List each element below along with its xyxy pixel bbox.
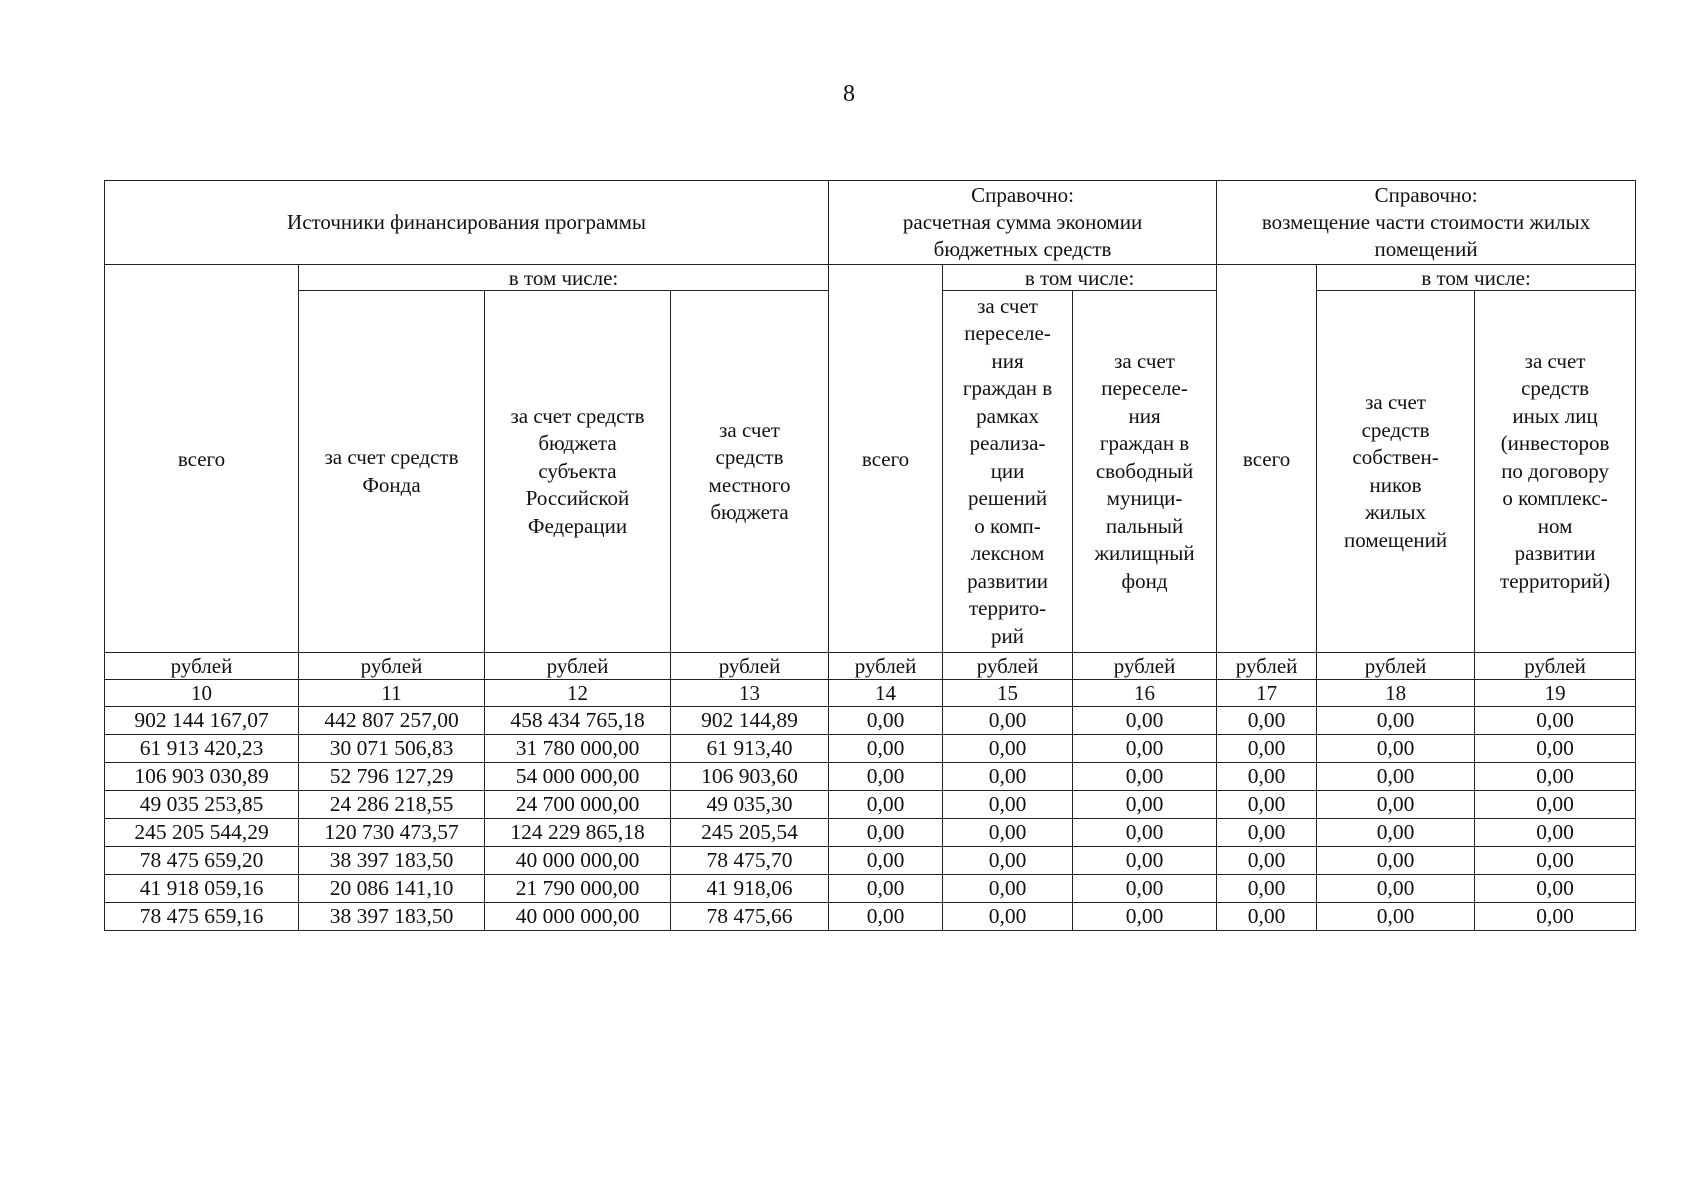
table-cell: 0,00 (1317, 875, 1475, 903)
unit-cell: рублей (485, 653, 671, 680)
table-cell: 49 035 253,85 (105, 791, 299, 819)
table-cell: 0,00 (1073, 791, 1217, 819)
table-cell: 0,00 (1475, 903, 1636, 931)
col-header-19: за счет средств иных лиц (инвесторов по договору о комплекс- ном развитии территорий) (1475, 291, 1636, 653)
unit-cell: рублей (943, 653, 1073, 680)
table-cell: 0,00 (943, 707, 1073, 735)
unit-cell: рублей (1073, 653, 1217, 680)
table-cell: 0,00 (829, 903, 943, 931)
table-cell: 20 086 141,10 (299, 875, 485, 903)
table-cell: 21 790 000,00 (485, 875, 671, 903)
table-cell: 0,00 (1217, 763, 1317, 791)
table-cell: 78 475 659,20 (105, 847, 299, 875)
col-header-12: за счет средств бюджета субъекта Российской Федерации (485, 291, 671, 653)
table-cell: 24 286 218,55 (299, 791, 485, 819)
table-cell: 0,00 (1217, 819, 1317, 847)
financing-table (104, 180, 1636, 931)
table-cell: 902 144,89 (671, 707, 829, 735)
table-cell: 40 000 000,00 (485, 903, 671, 931)
table-cell: 245 205,54 (671, 819, 829, 847)
table-cell: 0,00 (943, 847, 1073, 875)
table-cell: 124 229 865,18 (485, 819, 671, 847)
table-cell: 78 475 659,16 (105, 903, 299, 931)
table-cell: 0,00 (1475, 791, 1636, 819)
table-cell: 41 918 059,16 (105, 875, 299, 903)
table-cell: 0,00 (829, 875, 943, 903)
table-cell: 0,00 (1475, 763, 1636, 791)
table-cell: 0,00 (1317, 735, 1475, 763)
table-cell: 0,00 (1475, 735, 1636, 763)
table-row (105, 903, 1636, 931)
table-cell: 0,00 (1217, 903, 1317, 931)
table-cell: 0,00 (1073, 875, 1217, 903)
col-header-11: за счет средств Фонда (299, 291, 485, 653)
page-number: 8 (843, 81, 855, 107)
table-cell: 106 903 030,89 (105, 763, 299, 791)
table-cell: 0,00 (829, 791, 943, 819)
table-cell: 0,00 (1217, 707, 1317, 735)
table-cell: 0,00 (943, 735, 1073, 763)
table-cell: 0,00 (1317, 903, 1475, 931)
subgroup-header-compensation: в том числе: (1317, 265, 1636, 291)
table-row (105, 819, 1636, 847)
table-cell: 0,00 (1217, 875, 1317, 903)
table-cell: 61 913 420,23 (105, 735, 299, 763)
table-cell: 40 000 000,00 (485, 847, 671, 875)
column-number: 10 (105, 680, 299, 707)
table-cell: 0,00 (1073, 819, 1217, 847)
table-cell: 0,00 (1217, 791, 1317, 819)
column-number: 13 (671, 680, 829, 707)
table-cell: 30 071 506,83 (299, 735, 485, 763)
group-header-funding-sources: Источники финансирования программы (105, 181, 829, 265)
table-cell: 0,00 (1217, 847, 1317, 875)
table-cell: 0,00 (943, 819, 1073, 847)
table-cell: 442 807 257,00 (299, 707, 485, 735)
table-cell: 0,00 (1073, 847, 1217, 875)
table-row (105, 847, 1636, 875)
col-header-15: за счет переселе- ния граждан в рамках реализа- ции решений о комп- лексном развитии террито- рий (943, 291, 1073, 653)
col-header-14: всего (829, 265, 943, 653)
table-cell: 0,00 (1317, 819, 1475, 847)
table-cell: 0,00 (1073, 735, 1217, 763)
unit-cell: рублей (829, 653, 943, 680)
table-cell: 0,00 (943, 791, 1073, 819)
table-cell: 0,00 (1073, 763, 1217, 791)
table-cell: 78 475,66 (671, 903, 829, 931)
table-body (105, 707, 1636, 931)
unit-cell: рублей (1317, 653, 1475, 680)
table-cell: 0,00 (829, 847, 943, 875)
table-cell: 52 796 127,29 (299, 763, 485, 791)
table-cell: 0,00 (829, 735, 943, 763)
table-cell: 0,00 (1475, 847, 1636, 875)
units-row (105, 653, 1636, 680)
column-number: 16 (1073, 680, 1217, 707)
table-cell: 0,00 (1317, 763, 1475, 791)
table-cell: 458 434 765,18 (485, 707, 671, 735)
table-cell: 0,00 (1317, 707, 1475, 735)
table-cell: 0,00 (1475, 875, 1636, 903)
column-number: 15 (943, 680, 1073, 707)
table-row (105, 791, 1636, 819)
column-numbers-row (105, 680, 1636, 707)
unit-cell: рублей (671, 653, 829, 680)
table-cell: 245 205 544,29 (105, 819, 299, 847)
table-cell: 0,00 (1317, 791, 1475, 819)
table-cell: 106 903,60 (671, 763, 829, 791)
column-number: 14 (829, 680, 943, 707)
table-row (105, 875, 1636, 903)
table-cell: 0,00 (1475, 819, 1636, 847)
table-cell: 0,00 (1073, 903, 1217, 931)
table-row (105, 707, 1636, 735)
table-cell: 54 000 000,00 (485, 763, 671, 791)
column-number: 12 (485, 680, 671, 707)
table-cell: 0,00 (829, 763, 943, 791)
table-cell: 0,00 (943, 875, 1073, 903)
subgroup-header-funding: в том числе: (299, 265, 829, 291)
column-number: 19 (1475, 680, 1636, 707)
group-header-budget-savings: Справочно: расчетная сумма экономии бюджетных средств (829, 181, 1217, 265)
table-cell: 41 918,06 (671, 875, 829, 903)
table-cell: 902 144 167,07 (105, 707, 299, 735)
table-cell: 24 700 000,00 (485, 791, 671, 819)
table-row (105, 735, 1636, 763)
table-cell: 0,00 (943, 903, 1073, 931)
table-cell: 0,00 (1073, 707, 1217, 735)
unit-cell: рублей (105, 653, 299, 680)
col-header-17: всего (1217, 265, 1317, 653)
table-cell: 0,00 (1317, 847, 1475, 875)
column-number: 17 (1217, 680, 1317, 707)
table-cell: 49 035,30 (671, 791, 829, 819)
col-header-18: за счет средств собствен- ников жилых помещений (1317, 291, 1475, 653)
table-cell: 0,00 (829, 819, 943, 847)
unit-cell: рублей (299, 653, 485, 680)
table-row (105, 763, 1636, 791)
table-cell: 31 780 000,00 (485, 735, 671, 763)
table-cell: 0,00 (1475, 707, 1636, 735)
table-cell: 78 475,70 (671, 847, 829, 875)
unit-cell: рублей (1217, 653, 1317, 680)
table-cell: 120 730 473,57 (299, 819, 485, 847)
group-header-housing-compensation: Справочно: возмещение части стоимости жилых помещений (1217, 181, 1636, 265)
table-cell: 38 397 183,50 (299, 847, 485, 875)
column-number: 18 (1317, 680, 1475, 707)
subgroup-header-savings: в том числе: (943, 265, 1217, 291)
table-cell: 61 913,40 (671, 735, 829, 763)
table-cell: 0,00 (943, 763, 1073, 791)
column-number: 11 (299, 680, 485, 707)
table-cell: 38 397 183,50 (299, 903, 485, 931)
unit-cell: рублей (1475, 653, 1636, 680)
col-header-10: всего (105, 265, 299, 653)
table-cell: 0,00 (829, 707, 943, 735)
table-cell: 0,00 (1217, 735, 1317, 763)
col-header-13: за счет средств местного бюджета (671, 291, 829, 653)
col-header-16: за счет переселе- ния граждан в свободный муници- пальный жилищный фонд (1073, 291, 1217, 653)
